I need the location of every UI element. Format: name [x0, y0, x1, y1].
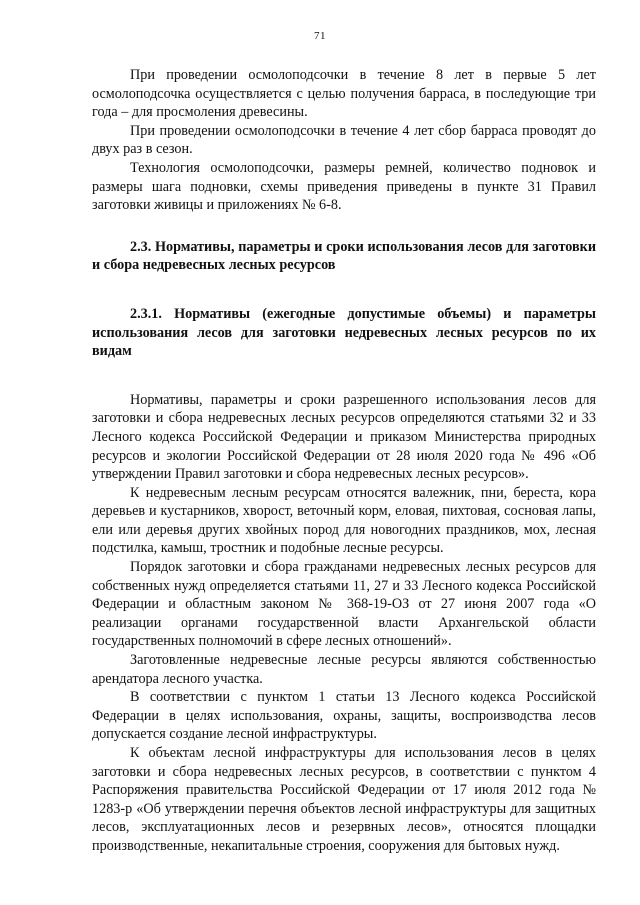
- page-number: 71: [314, 30, 326, 42]
- spacer: [92, 275, 596, 305]
- spacer: [92, 361, 596, 391]
- paragraph: Нормативы, параметры и сроки разрешенного использования лесов для заготовки и сбора недревесных лесных ресурсов определяются статьями 32 и 33 Лесного кодекса Российской Федерации и приказом Министерства природных ресурсов и экологии Российской Федерации от 28 июля 2020 года № 496 «Об утверждении Правил заготовки и сбора недревесных лесных ресурсов».: [92, 391, 596, 483]
- page-content: [92, 66, 596, 856]
- paragraph: Технология осмолоподсочки, размеры ремней, количество подновок и размеры шага подновки, схемы приведения приведены в пункте 31 Правил заготовки живицы и приложениях № 6-8.: [92, 159, 596, 214]
- paragraph: При проведении осмолоподсочки в течение 8 лет в первые 5 лет осмолоподсочка осуществляется с целью получения барраса, в последующие три года – для просмоления древесины.: [92, 67, 596, 121]
- paragraph: В соответствии с пунктом 1 статьи 13 Лесного кодекса Российской Федерации в целях использования, охраны, защиты, воспроизводства лесов допускается создание лесной инфраструктуры.: [92, 689, 596, 743]
- paragraph: Заготовленные недревесные лесные ресурсы являются собственностью арендатора лесного участка.: [92, 652, 596, 687]
- section-heading: 2.3. Нормативы, параметры и сроки использования лесов для заготовки и сбора недревесных лесных ресурсов: [92, 238, 596, 274]
- paragraph: К недревесным лесным ресурсам относятся валежник, пни, береста, кора деревьев и кустарников, хворост, веточный корм, еловая, пихтовая, сосновая лапы, ели или деревья других хвойных пород для новогодних праздников, мох, лесная подстилка, камыш, тростник и подобные лесные ресурсы.: [92, 484, 596, 557]
- spacer: [92, 215, 596, 238]
- paragraph: Порядок заготовки и сбора гражданами недревесных лесных ресурсов для собственных нужд определяется статьями 11, 27 и 33 Лесного кодекса Российской Федерации и областным законом № 368-19-ОЗ от 27 июня 2007 года «О реализации органами государственной власти Архангельской области государственных полномочий в сфере лесных отношений».: [92, 559, 596, 650]
- subsection-heading: 2.3.1. Нормативы (ежегодные допустимые объемы) и параметры использования лесов для заготовки недревесных лесных ресурсов по их видам: [92, 305, 596, 360]
- paragraph: К объектам лесной инфраструктуры для использования лесов в целях заготовки и сбора недревесных лесных ресурсов, в соответствии с пунктом 4 Распоряжения правительства Российской Федерации от 17 июля 2012 года № 1283-р «Об утверждении перечня объектов лесной инфраструктуры для защитных лесов, эксплуатационных лесов и резервных лесов», относятся площадки производственные, некапитальные строения, сооружения для бытовых нужд.: [92, 745, 596, 854]
- paragraph: При проведении осмолоподсочки в течение 4 лет сбор барраса проводят до двух раз в сезон.: [92, 122, 596, 158]
